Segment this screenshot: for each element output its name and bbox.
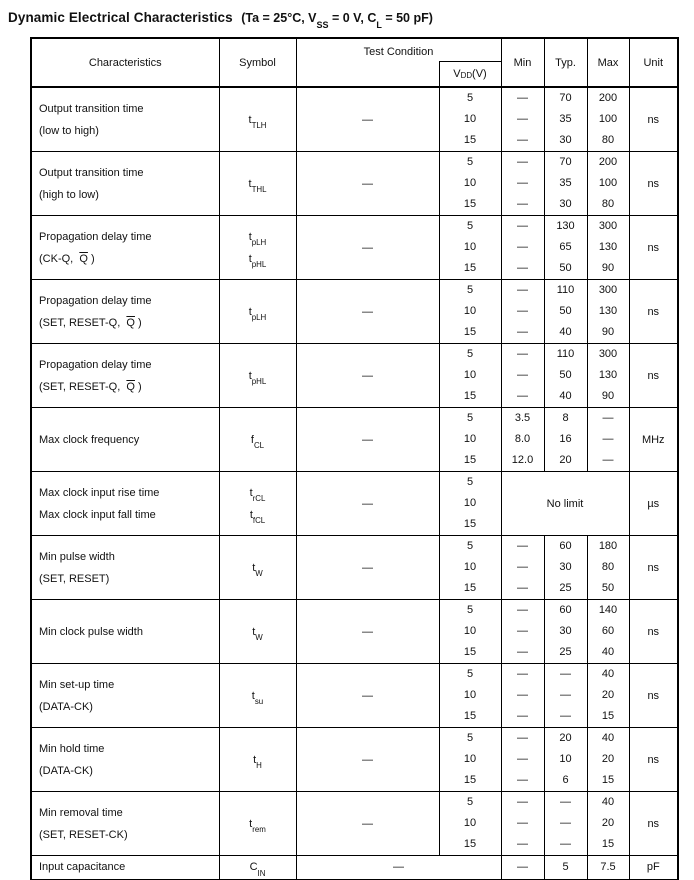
cell-max: 300 130 90 — [587, 216, 629, 280]
cell-typ: 60 30 25 — [544, 536, 587, 600]
cell-test-condition: — — [296, 280, 439, 344]
cell-min: — — — — [501, 216, 544, 280]
cell-test-condition: — — [296, 536, 439, 600]
cell-vdd: 5 10 15 — [439, 472, 501, 536]
cell-typ: — — — — [544, 664, 587, 728]
header-test-condition — [296, 38, 501, 87]
cell-min: 3.5 8.0 12.0 — [501, 408, 544, 472]
cell-min: — — — — [501, 792, 544, 856]
cell-unit: ns — [629, 216, 678, 280]
cell-min: — — — — [501, 536, 544, 600]
table-row — [31, 792, 678, 856]
cell-test-condition: — — [296, 152, 439, 216]
header-symbol: Symbol — [219, 38, 296, 87]
cell-symbol: $t_{TLH}$ — [219, 87, 296, 152]
header-row — [31, 38, 678, 87]
cell-symbol: $t_H$ — [219, 728, 296, 792]
cell-characteristics: Min pulse width (SET, RESET) — [31, 536, 219, 600]
cell-test-condition: — — [296, 344, 439, 408]
cell-max: 140 60 40 — [587, 600, 629, 664]
cell-max: 300 130 90 — [587, 280, 629, 344]
page-title — [8, 9, 694, 31]
cell-characteristics: Min removal time (SET, RESET-CK) — [31, 792, 219, 856]
cell-min: — — — — [501, 728, 544, 792]
cell-min: — — — — [501, 152, 544, 216]
cell-unit: ns — [629, 152, 678, 216]
cell-typ: 20 10 6 — [544, 728, 587, 792]
cell-test-condition: — — [296, 792, 439, 856]
cell-symbol: $t_W$ — [219, 536, 296, 600]
header-min: Min — [501, 38, 544, 87]
header-max: Max — [587, 38, 629, 87]
cell-typ: 8 16 20 — [544, 408, 587, 472]
cell-characteristics: Min set-up time (DATA-CK) — [31, 664, 219, 728]
cell-symbol: $t_{pLH}$ $t_{pHL}$ — [219, 216, 296, 280]
cell-unit: ns — [629, 792, 678, 856]
cell-symbol: $t_{pLH}$ — [219, 280, 296, 344]
cell-unit: ns — [629, 344, 678, 408]
cell-vdd: 5 10 15 — [439, 792, 501, 856]
table-row — [31, 408, 678, 472]
cell-vdd: 5 10 15 — [439, 216, 501, 280]
cell-test-condition: — — [296, 408, 439, 472]
cell-symbol: $t_{THL}$ — [219, 152, 296, 216]
cell-test-condition: — — [296, 664, 439, 728]
table-row — [31, 344, 678, 408]
cell-max: 40 20 15 — [587, 664, 629, 728]
cell-max: 200 100 80 — [587, 87, 629, 152]
table-row — [31, 152, 678, 216]
cell-unit: µs — [629, 472, 678, 536]
cell-vdd: 5 10 15 — [439, 344, 501, 408]
cell-unit: ns — [629, 536, 678, 600]
cell-vdd: 5 10 15 — [439, 664, 501, 728]
cell-unit: MHz — [629, 408, 678, 472]
cell-typ: 70 35 30 — [544, 87, 587, 152]
header-typ: Typ. — [544, 38, 587, 87]
cell-symbol: $t_W$ — [219, 600, 296, 664]
cell-min: — — — — [501, 87, 544, 152]
cell-characteristics: Max clock frequency — [31, 408, 219, 472]
cell-symbol: $C_{IN}$ — [219, 856, 296, 880]
cell-vdd: 5 10 15 — [439, 87, 501, 152]
cell-unit: pF — [629, 856, 678, 880]
cell-no-limit: No limit — [501, 472, 629, 536]
cell-characteristics: Output transition time (high to low) — [31, 152, 219, 216]
cell-max: 40 20 15 — [587, 792, 629, 856]
cell-symbol: $t_{pHL}$ — [219, 344, 296, 408]
cell-typ: — — — — [544, 792, 587, 856]
cell-test-condition: — — [296, 600, 439, 664]
cell-unit: ns — [629, 280, 678, 344]
title-condition: (Ta = 25°C, $V_{SS} = 0$ V, $C_L = 50$ pF) — [241, 11, 433, 31]
cell-symbol: $t_{su}$ — [219, 664, 296, 728]
header-vdd: V $_{DD}$ (V) — [439, 61, 501, 86]
table-row — [31, 664, 678, 728]
table-row — [31, 536, 678, 600]
table-row — [31, 856, 678, 880]
table-row — [31, 728, 678, 792]
table-row — [31, 600, 678, 664]
cell-typ: 110 50 40 — [544, 344, 587, 408]
cell-characteristics: Propagation delay time (SET, RESET-Q, $\overline{Q}$ ) — [31, 280, 219, 344]
cell-unit: ns — [629, 664, 678, 728]
cell-unit: ns — [629, 87, 678, 152]
header-test-condition-label: Test Condition — [363, 46, 434, 58]
cell-typ: 110 50 40 — [544, 280, 587, 344]
cell-characteristics: Input capacitance — [31, 856, 219, 880]
cell-typ: 130 65 50 — [544, 216, 587, 280]
cell-test-condition: — — [296, 472, 439, 536]
cell-min: — — [501, 856, 544, 880]
characteristics-table — [30, 37, 679, 880]
cell-characteristics: Propagation delay time (SET, RESET-Q, $\overline{Q}$ ) — [31, 344, 219, 408]
cell-characteristics: Propagation delay time (CK-Q, $\overline{Q}$ ) — [31, 216, 219, 280]
cell-vdd: 5 10 15 — [439, 728, 501, 792]
cell-vdd: 5 10 15 — [439, 536, 501, 600]
header-unit: Unit — [629, 38, 678, 87]
cell-test-condition: — — [296, 87, 439, 152]
table-row — [31, 87, 678, 152]
table-body — [31, 87, 678, 880]
table-row — [31, 472, 678, 536]
cell-unit: ns — [629, 728, 678, 792]
cell-min: — — — — [501, 664, 544, 728]
title-main: Dynamic Electrical Characteristics — [8, 10, 233, 25]
table-row — [31, 216, 678, 280]
cell-max: — — — — [587, 408, 629, 472]
cell-max: 7.5 — [587, 856, 629, 880]
cell-typ: 70 35 30 — [544, 152, 587, 216]
cell-vdd: 5 10 15 — [439, 152, 501, 216]
cell-min: — — — — [501, 280, 544, 344]
cell-symbol: $t_{rCL}$ $t_{fCL}$ — [219, 472, 296, 536]
cell-test-condition: — — [296, 856, 501, 880]
header-characteristics: Characteristics — [31, 38, 219, 87]
cell-test-condition: — — [296, 216, 439, 280]
cell-characteristics: Min clock pulse width — [31, 600, 219, 664]
cell-characteristics: Min hold time (DATA-CK) — [31, 728, 219, 792]
cell-unit: ns — [629, 600, 678, 664]
cell-typ: 60 30 25 — [544, 600, 587, 664]
cell-max: 180 80 50 — [587, 536, 629, 600]
cell-characteristics: Output transition time (low to high) — [31, 87, 219, 152]
cell-max: 40 20 15 — [587, 728, 629, 792]
cell-max: 200 100 80 — [587, 152, 629, 216]
cell-min: — — — — [501, 600, 544, 664]
cell-vdd: 5 10 15 — [439, 600, 501, 664]
cell-symbol: $f_{CL}$ — [219, 408, 296, 472]
cell-vdd: 5 10 15 — [439, 280, 501, 344]
table-row — [31, 280, 678, 344]
cell-typ: 5 — [544, 856, 587, 880]
cell-symbol: $t_{rem}$ — [219, 792, 296, 856]
cell-test-condition: — — [296, 728, 439, 792]
cell-vdd: 5 10 15 — [439, 408, 501, 472]
cell-max: 300 130 90 — [587, 344, 629, 408]
cell-characteristics: Max clock input rise time Max clock input fall time — [31, 472, 219, 536]
cell-min: — — — — [501, 344, 544, 408]
